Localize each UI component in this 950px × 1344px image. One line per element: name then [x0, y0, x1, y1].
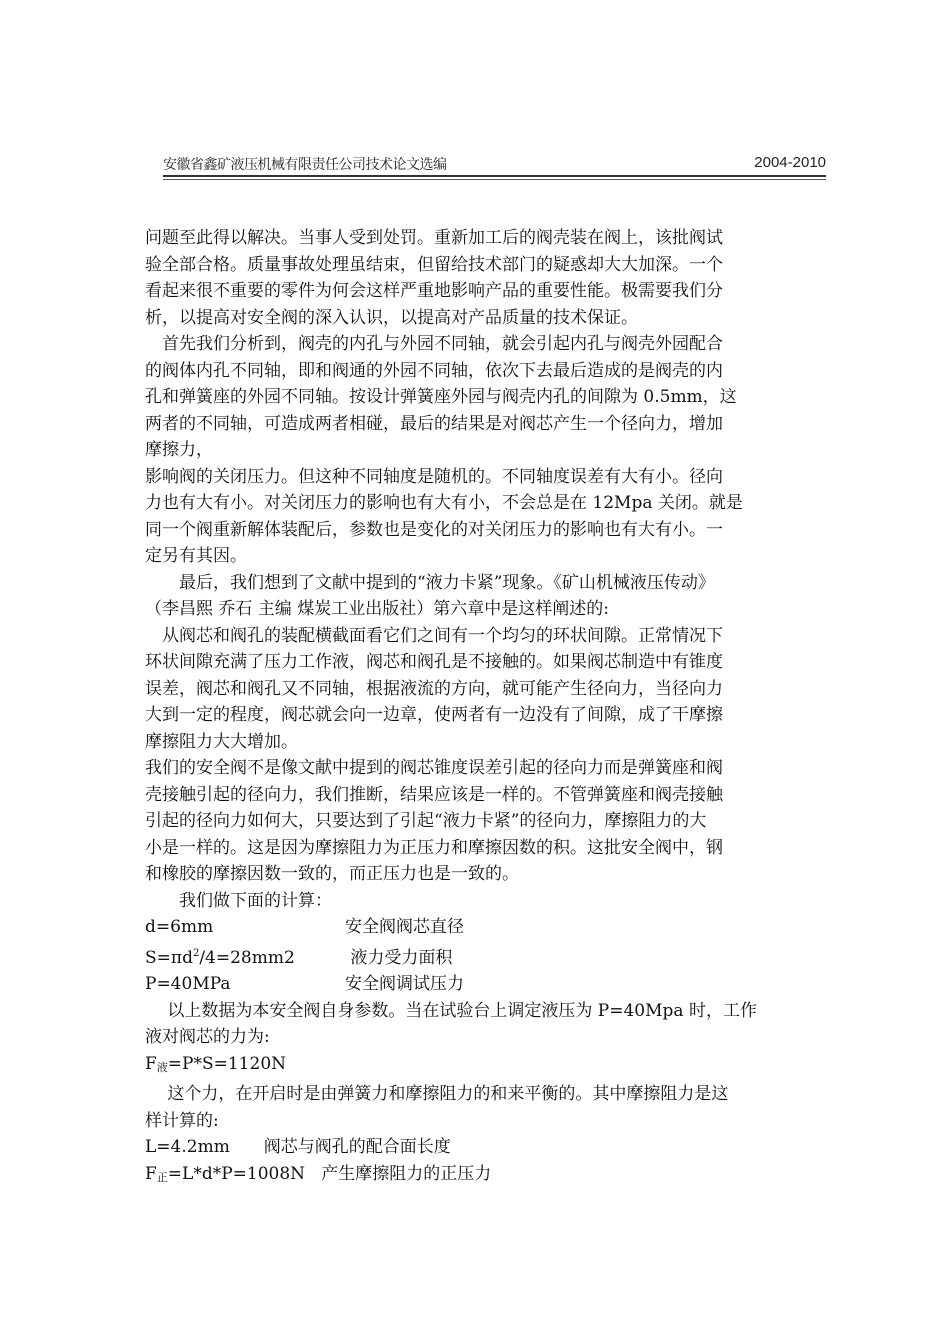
- text-line: 的阀体内孔不同轴，即和阀通的外园不同轴，依次下去最后造成的是阀壳的内: [145, 360, 723, 381]
- text-line: 摩擦阻力大大增加。: [145, 731, 298, 752]
- header-title: 安徽省鑫矿液压机械有限责任公司技术论文选编: [163, 157, 447, 173]
- text-line: 样计算的:: [145, 1110, 219, 1131]
- force-desc: 产生摩擦阻力的正压力: [321, 1163, 492, 1184]
- force-liquid-line: [145, 1051, 811, 1082]
- text-line: 这个力，在开启时是由弹簧力和摩擦阻力的和来平衡的。其中摩擦阻力是这: [145, 1084, 729, 1104]
- text-line: 壳接触引起的径向力，我们推断，结果应该是一样的。不管弹簧座和阀壳接触: [145, 784, 723, 805]
- text-line: 定另有其因。: [145, 546, 247, 566]
- force-subscript: 正: [156, 1170, 168, 1184]
- text-line: 液对阀芯的力为:: [145, 1027, 270, 1047]
- text-line: 我们做下面的计算：: [145, 890, 332, 911]
- text-line: 小是一样的。这是因为摩擦阻力为正压力和摩擦因数的积。这批安全阀中，钢: [145, 837, 723, 858]
- header-rule: [163, 175, 826, 177]
- calc-formula: [145, 941, 345, 972]
- calc-formula: d=6mm: [145, 917, 214, 937]
- text-line: 和橡胶的摩擦因数一致的，而正压力也是一致的。: [145, 864, 519, 884]
- force-formula: =P*S=1120N: [167, 1053, 287, 1074]
- force-formula: =L*d*P=1008N: [167, 1163, 306, 1184]
- text-line: （李昌熙 乔石 主编 煤炭工业出版社）第六章中是这样阐述的:: [145, 599, 609, 619]
- text-line: 最后，我们想到了文献中提到的“液力卡紧”现象。《矿山机械液压传动》: [145, 572, 715, 593]
- text-line: 两者的不同轴，可造成两者相碰，最后的结果是对阀芯产生一个径向力，增加: [145, 413, 723, 434]
- calc-desc: 安全阀调试压力: [345, 974, 464, 994]
- force-symbol: F: [145, 1053, 157, 1074]
- page-header: [163, 151, 826, 173]
- text-line: 首先我们分析到，阀壳的内孔与外园不同轴，就会引起内孔与阀壳外园配合: [145, 334, 723, 354]
- text-line: 影响阀的关闭压力。但这种不同轴度是随机的。不同轴度误差有大有小。径向: [145, 466, 723, 487]
- text-line: 大到一定的程度，阀芯就会向一边章，使两者有一边没有了间隙，成了干摩擦: [145, 705, 723, 725]
- text-line: 从阀芯和阀孔的装配横截面看它们之间有一个均匀的环状间隙。正常情况下: [145, 625, 723, 646]
- text-line: 误差，阀芯和阀孔又不同轴，根据液流的方向，就可能产生径向力，当径向力: [145, 678, 723, 699]
- calc-row-diameter: [145, 914, 811, 941]
- text-line: 析，以提高对安全阀的深入认识，以提高对产品质量的技术保证。: [145, 307, 638, 328]
- force-subscript: 液: [156, 1060, 168, 1074]
- force-symbol: F: [145, 1163, 157, 1184]
- text-line: 看起来很不重要的零件为何会这样严重地影响产品的重要性能。极需要我们分: [145, 281, 723, 301]
- text-line: 引起的径向力如何大，只要达到了引起“液力卡紧”的径向力，摩擦阻力的大: [145, 811, 707, 831]
- calc-row-area: [145, 941, 811, 972]
- text-line: 以上数据为本安全阀自身参数。当在试验台上调定液压为 P=40Mpa 时，工作: [145, 1000, 757, 1021]
- calc-desc: 液力受力面积: [345, 947, 453, 968]
- text-line: 验全部合格。质量事故处理虽结束，但留给技术部门的疑惑却大大加深。一个: [145, 254, 723, 275]
- text-line: 我们的安全阀不是像文献中提到的阀芯锥度误差引起的径向力而是弹簧座和阀: [145, 758, 723, 778]
- text-line: 环状间隙充满了压力工作液，阀芯和阀孔是不接触的。如果阀芯制造中有锥度: [145, 652, 723, 672]
- calc-desc: 安全阀阀芯直径: [345, 917, 464, 937]
- text-line: 孔和弹簧座的外园不同轴。按设计弹簧座外园与阀壳内孔的间隙为 0.5mm，这: [145, 387, 737, 407]
- header-rule-thin: [163, 179, 826, 180]
- header-years: 2004-2010: [754, 154, 826, 171]
- body-text: [145, 225, 811, 1191]
- force-normal-line: [145, 1161, 811, 1192]
- calc-formula-b: /4=28mm2: [199, 947, 295, 968]
- text-line: 摩擦力，: [145, 440, 213, 460]
- length-line: L=4.2mm 阀芯与阀孔的配合面长度: [145, 1137, 451, 1157]
- calc-formula-a: S=πd: [145, 947, 193, 968]
- text-line: 同一个阀重新解体装配后，参数也是变化的对关闭压力的影响也有大有小。一: [145, 519, 723, 540]
- calc-formula: P=40MPa: [145, 974, 231, 994]
- calc-row-pressure: [145, 971, 811, 998]
- calc-formula-sup: 2: [192, 947, 200, 959]
- text-line: 问题至此得以解决。当事人受到处罚。重新加工后的阀壳装在阀上，该批阀试: [145, 228, 723, 248]
- text-line: 力也有大有小。对关闭压力的影响也有大有小，不会总是在 12Mpa 关闭。就是: [145, 493, 743, 513]
